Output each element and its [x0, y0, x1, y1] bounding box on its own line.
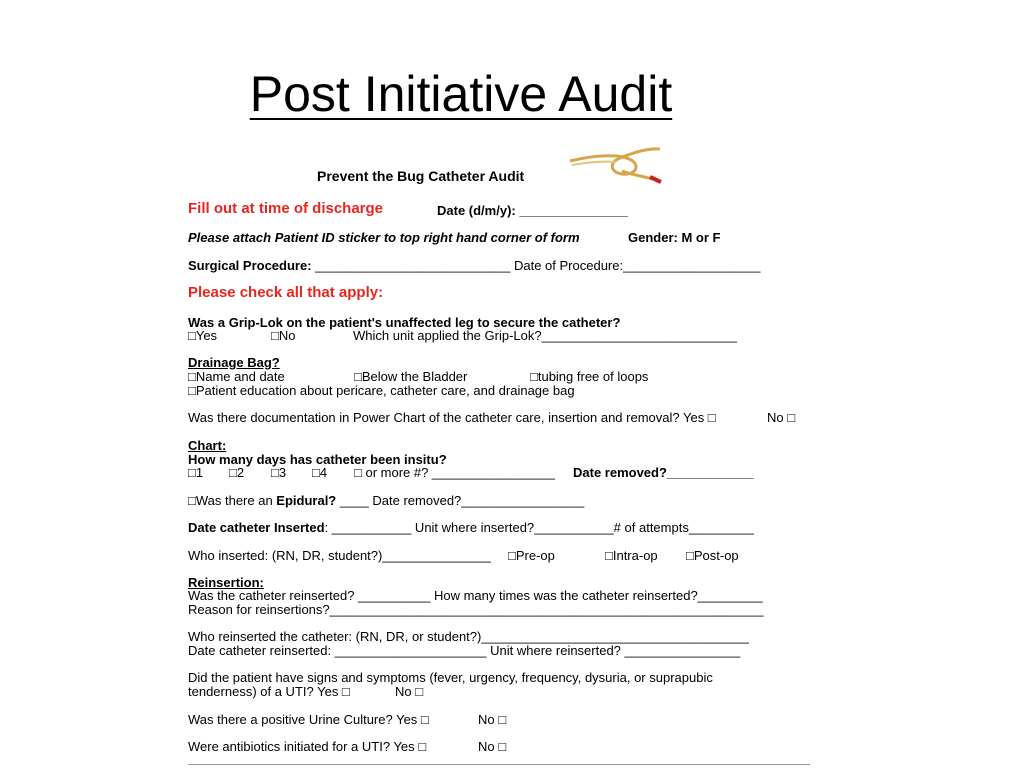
form-title: Prevent the Bug Catheter Audit: [317, 168, 525, 184]
inserted-rest: : ___________ Unit where inserted?___________# of attempts_________: [324, 520, 754, 535]
epidural-a: □Was there an: [188, 493, 277, 508]
days-1: □1: [188, 465, 204, 480]
gender-field: Gender: M or F: [628, 230, 721, 245]
bottom-divider: [188, 764, 810, 765]
reinsertion-reason: Reason for reinsertions?____________________________________________________________: [188, 602, 764, 617]
urine-culture-question: Was there a positive Urine Culture? Yes □: [188, 712, 429, 727]
griplok-unit: Which unit applied the Grip-Lok?___________________________: [353, 328, 737, 343]
days-2: □2: [229, 465, 245, 480]
epidural-rest: ____ Date removed?_________________: [336, 493, 585, 508]
uti-question-line1: Did the patient have signs and symptoms (fever, urgency, frequency, dysuria, or suprapubic: [188, 670, 713, 685]
griplok-question: Was a Grip-Lok on the patient's unaffected leg to secure the catheter?: [188, 315, 621, 330]
powerchart-no: No □: [767, 410, 796, 425]
powerchart-question: [188, 410, 716, 425]
inserted-line: [188, 520, 754, 535]
days-4: □4: [312, 465, 328, 480]
days-3: □3: [271, 465, 287, 480]
postop-option: □Post-op: [686, 548, 739, 563]
check-all-heading: Please check all that apply:: [188, 284, 384, 301]
drainage-heading: Drainage Bag?: [188, 355, 280, 370]
powerchart-yes: and removal? Yes □: [600, 410, 716, 425]
surgical-procedure-label: Surgical Procedure:: [188, 258, 312, 273]
griplok-yes: □Yes: [188, 328, 218, 343]
reinserted-question: Was the catheter reinserted? __________ How many times was the catheter reinserted?_________: [188, 588, 763, 603]
uti-no: No □: [395, 684, 424, 699]
intraop-option: □Intra-op: [605, 548, 658, 563]
reinsertion-heading: Reinsertion:: [188, 575, 264, 590]
chart-heading: Chart:: [188, 438, 227, 453]
powerchart-a: Was there documentation in Power Chart of the catheter care, insertion: [188, 410, 601, 425]
days-question: How many days has catheter been insitu?: [188, 452, 447, 467]
slide-title: Post Initiative Audit: [249, 66, 673, 122]
drainage-below-bladder: □Below the Bladder: [354, 369, 468, 384]
drainage-education: [188, 383, 575, 398]
days-more: □ or more #? _________________: [354, 465, 555, 480]
surgical-procedure-line: [188, 258, 760, 273]
date-field: Date (d/m/y): _______________: [437, 203, 628, 218]
uti-question-line2: tenderness) of a UTI? Yes □: [188, 684, 350, 699]
fill-out-instruction: Fill out at time of discharge: [188, 200, 384, 217]
drainage-education-b: pericare, catheter care, and drainage bag: [336, 383, 575, 398]
preop-option: □Pre-op: [508, 548, 555, 563]
drainage-tubing: □tubing free of loops: [530, 369, 649, 384]
attach-sticker-instruction: Please attach Patient ID sticker to top right hand corner of form: [188, 230, 580, 245]
urine-culture-no: No □: [478, 712, 507, 727]
who-reinserted: Who reinserted the catheter: (RN, DR, or student?)_____________________________________: [188, 629, 749, 644]
epidural-label: Epidural?: [276, 493, 337, 508]
epidural-line: [188, 493, 584, 508]
antibiotics-question: Were antibiotics initiated for a UTI? Yes □: [188, 739, 427, 754]
surgical-procedure-rest: ___________________________ Date of Procedure:___________________: [311, 258, 761, 273]
inserted-label: Date catheter Inserted: [188, 520, 325, 535]
griplok-no: □No: [271, 328, 296, 343]
catheter-logo-icon: [566, 143, 664, 185]
drainage-education-a: □Patient education about: [188, 383, 337, 398]
who-inserted: Who inserted: (RN, DR, student?)_______________: [188, 548, 491, 563]
date-reinserted: Date catheter reinserted: _____________________ Unit where reinserted? ________________: [188, 643, 741, 658]
drainage-name-date: □Name and date: [188, 369, 285, 384]
antibiotics-no: No □: [478, 739, 507, 754]
date-removed: Date removed?____________: [573, 465, 754, 480]
